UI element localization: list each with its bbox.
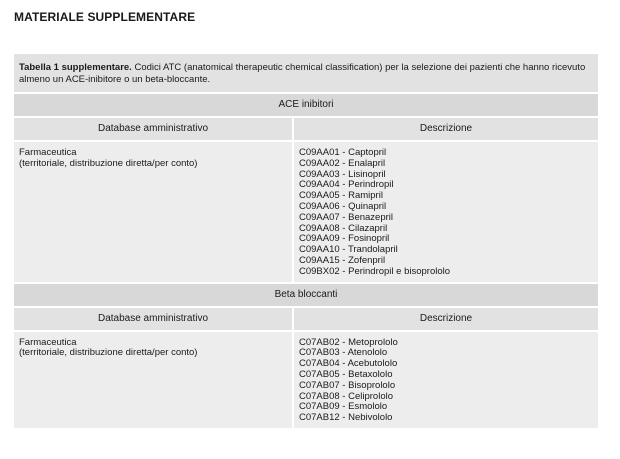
- atc-code-item: C09AA15 - Zofenpril: [299, 254, 386, 266]
- column-header-row: [14, 308, 598, 332]
- atc-code-item: C07AB09 - Esmololo: [299, 401, 388, 413]
- atc-code-item: C07AB07 - Bisoprololo: [299, 379, 396, 391]
- description-cell: [294, 142, 598, 282]
- section-header-ace-inhibitors: ACE inibitori: [14, 94, 598, 118]
- atc-code-item: C09AA10 - Trandolapril: [299, 244, 398, 256]
- database-cell: [14, 142, 292, 282]
- atc-code-item: C07AB04 - Acebutololo: [299, 358, 398, 370]
- atc-code-item: C09AA07 - Benazepril: [299, 211, 393, 223]
- database-source-line: Farmaceutica: [19, 147, 77, 158]
- atc-code-item: C09AA04 - Perindropil: [299, 179, 394, 191]
- atc-code-item: C07AB12 - Nebivololo: [299, 412, 393, 424]
- supplementary-table: [14, 54, 598, 430]
- column-header-row: [14, 118, 598, 142]
- atc-code-item: C09AA09 - Fosinopril: [299, 233, 390, 245]
- table-row: [14, 332, 598, 430]
- page-title: MATERIALE SUPPLEMENTARE: [14, 10, 196, 24]
- column-header-description: Descrizione: [294, 308, 598, 330]
- atc-code-item: C07AB05 - Betaxololo: [299, 368, 393, 380]
- atc-code-item: C09AA06 - Quinapril: [299, 200, 387, 212]
- atc-code-item: C09BX02 - Perindropil e bisoprololo: [299, 265, 451, 277]
- atc-code-item: C07AB02 - Metoprololo: [299, 336, 398, 348]
- table-row: [14, 142, 598, 284]
- atc-code-item: C09AA02 - Enalapril: [299, 157, 386, 169]
- database-cell: [14, 332, 292, 428]
- column-header-database: Database amministrativo: [14, 308, 292, 330]
- column-header-description: Descrizione: [294, 118, 598, 140]
- atc-code-item: C09AA01 - Captopril: [299, 147, 387, 158]
- table-caption: [14, 54, 598, 94]
- atc-code-item: C09AA08 - Cilazapril: [299, 222, 388, 234]
- description-cell: [294, 332, 598, 428]
- table-caption-text: Codici ATC (anatomical therapeutic chemical classification) per la selezione dei pazienti che hanno ricevuto almeno un ACE-inibitore o un beta-bloccante.: [19, 62, 586, 85]
- atc-code-item: C07AB08 - Celiprololo: [299, 390, 393, 402]
- atc-code-item: C07AB03 - Atenololo: [299, 347, 388, 359]
- database-source-line: (territoriale, distribuzione diretta/per conto): [19, 157, 198, 169]
- section-header-beta-blockers: Beta bloccanti: [14, 284, 598, 308]
- table-caption-label: Tabella 1 supplementare.: [19, 62, 132, 73]
- atc-code-item: C09AA05 - Ramipril: [299, 190, 383, 202]
- atc-code-item: C09AA03 - Lisinopril: [299, 168, 386, 180]
- database-source-line: (territoriale, distribuzione diretta/per conto): [19, 347, 198, 359]
- database-source-line: Farmaceutica: [19, 336, 77, 348]
- column-header-database: Database amministrativo: [14, 118, 292, 140]
